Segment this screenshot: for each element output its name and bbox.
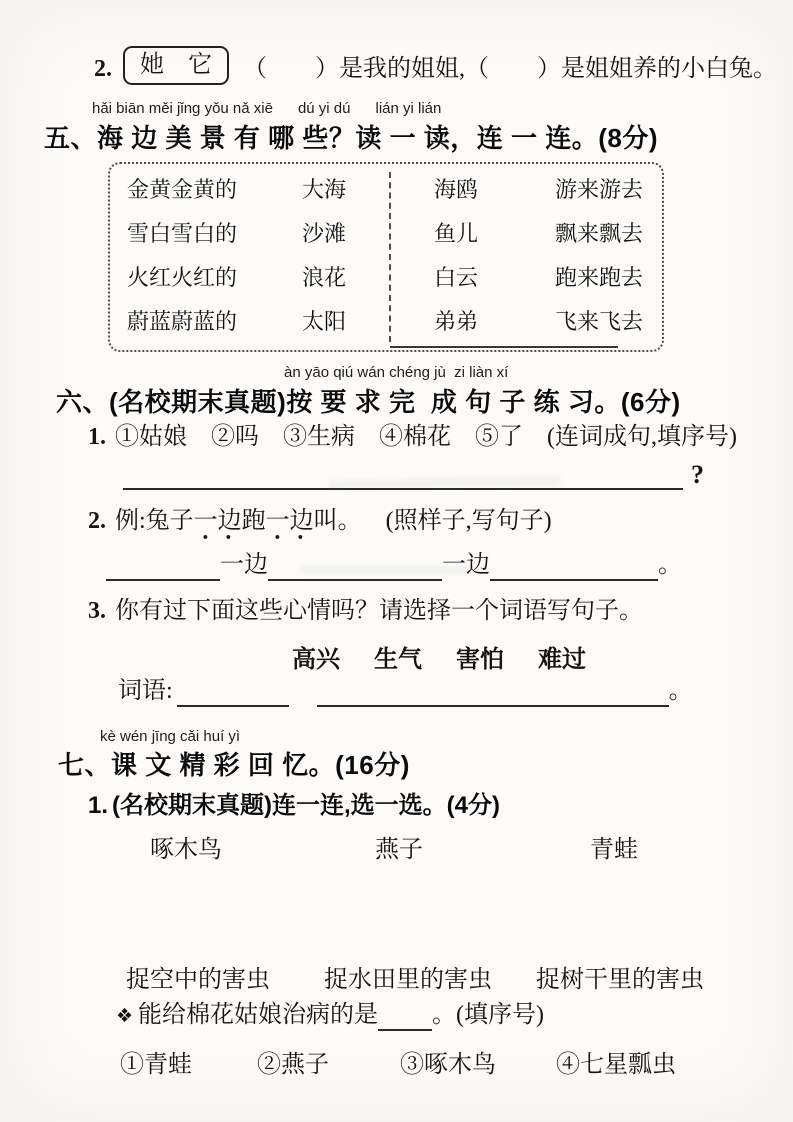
- question-number: 2.: [94, 55, 112, 82]
- answer-blank: [378, 1001, 432, 1031]
- match-cell: 飘来飘去: [555, 221, 644, 246]
- fill-in-line: [116, 1000, 544, 1031]
- answer-blank: [123, 460, 683, 490]
- example-note: (照样子,写句子): [361, 508, 552, 534]
- mood-word: 高兴: [292, 647, 340, 673]
- mood-word: 难过: [538, 647, 586, 673]
- question-6-3-text: 你有过下面这些心情吗？请选择一个词语写句子。: [115, 598, 643, 624]
- section-5-title: 五、海 边 美 景 有 哪 些？读 一 读，连 一 连。(8分): [44, 123, 659, 153]
- match-cell: 蔚蓝蔚蓝的: [127, 309, 238, 334]
- match-cell: 跑来跑去: [555, 265, 644, 290]
- emphasized-word: · 一边 ·: [194, 506, 242, 537]
- answer-blank: [317, 677, 669, 707]
- fill-in-suffix: 。(填序号): [432, 1002, 545, 1028]
- period-mark: 。: [658, 552, 682, 578]
- example-suffix: 叫。: [313, 508, 362, 534]
- question-2: [94, 46, 777, 85]
- matching-box: [108, 162, 664, 352]
- answer-line-6-2: [106, 550, 682, 581]
- option-item: ①青蛙: [120, 1052, 192, 1078]
- period-mark: 。: [668, 678, 693, 704]
- section-6-title: 六、(名校期末真题)按 要 求 完 成 句 子 练 习。(6分): [56, 387, 681, 417]
- match-top-item: 燕子: [375, 837, 423, 863]
- example-mid: 跑: [241, 508, 266, 534]
- match-cell: 沙滩: [302, 221, 347, 246]
- question-7-1: [88, 790, 500, 821]
- answer-blank: [490, 551, 658, 581]
- section-6-pinyin: àn yāo qiú wán chéng jù zi liàn xí: [284, 364, 509, 381]
- end-question-mark: ?: [691, 460, 704, 489]
- matching-box-divider: [389, 172, 391, 342]
- match-cell: 飞来飞去: [555, 309, 644, 334]
- emphasized-word: · 一边 ·: [266, 506, 314, 537]
- match-bottom-item: 捉水田里的害虫: [324, 967, 492, 993]
- matching-column-adjectives: [127, 168, 237, 344]
- match-cell: 鱼儿: [434, 221, 479, 246]
- example-prefix: 例:兔子: [115, 508, 194, 534]
- match-cell: 弟弟: [434, 309, 479, 334]
- match-cell: 雪白雪白的: [127, 221, 238, 246]
- option-item: ④七星瓢虫: [556, 1052, 676, 1078]
- scan-artifact: [390, 346, 618, 348]
- option-item: ②燕子: [257, 1052, 329, 1078]
- word-label: 词语:: [118, 678, 173, 704]
- connector-word: 一边: [442, 552, 490, 578]
- pronoun-choice-box: 她 它: [123, 46, 229, 85]
- answer-blank: [106, 551, 220, 581]
- question-number: 3.: [88, 598, 106, 624]
- connector-word: 一边: [220, 552, 268, 578]
- section-7-pinyin: kè wén jīng cǎi huí yì: [100, 728, 241, 745]
- match-cell: 金黄金黄的: [127, 177, 238, 202]
- match-top-item: 啄木鸟: [150, 837, 222, 863]
- question-number: 1.: [88, 792, 109, 819]
- match-cell: 海鸥: [434, 177, 479, 202]
- match-bottom-item: 捉树干里的害虫: [536, 967, 704, 993]
- matching-column-verbs: [555, 168, 643, 344]
- section-7-title: 七、课 文 精 彩 回 忆。(16分): [58, 750, 410, 780]
- match-top-item: 青蛙: [590, 837, 638, 863]
- answer-blank: [268, 551, 442, 581]
- answer-line-6-1: [123, 460, 704, 490]
- question-number: 2.: [88, 508, 106, 534]
- match-cell: 火红火红的: [127, 265, 238, 290]
- mood-words-row: [292, 639, 586, 674]
- match-cell: 游来游去: [555, 177, 644, 202]
- matching-column-nouns: [302, 168, 346, 344]
- fill-in-text: 能给棉花姑娘治病的是: [138, 1002, 379, 1028]
- question-2-text: （ ）是我的姐姐,（ ）是姐姐养的小白兔。: [243, 55, 777, 82]
- question-7-1-text: (名校期末真题)连一连,选一选。(4分): [112, 792, 500, 819]
- match-cell: 太阳: [302, 309, 347, 334]
- answer-blank: [177, 677, 289, 707]
- match-cell: 浪花: [302, 265, 347, 290]
- diamond-marker-icon: ❖: [116, 1006, 134, 1028]
- mood-word: 生气: [374, 647, 422, 673]
- question-6-1-text: ①姑娘 ②吗 ③生病 ④棉花 ⑤了 (连词成句,填序号): [115, 424, 737, 450]
- mood-word: 害怕: [456, 647, 504, 673]
- matching-column-subjects: [434, 168, 478, 344]
- word-answer-line: [118, 676, 693, 707]
- match-cell: 白云: [434, 265, 479, 290]
- question-6-3: [88, 596, 643, 627]
- question-number: 1.: [88, 424, 106, 450]
- match-cell: 大海: [302, 177, 347, 202]
- section-5-pinyin: hǎi biān měi jǐng yǒu nǎ xiē dú yi dú lián yi lián: [92, 100, 442, 117]
- question-6-1: [88, 422, 737, 453]
- option-item: ③啄木鸟: [400, 1052, 496, 1078]
- question-6-2: [88, 506, 552, 537]
- match-bottom-item: 捉空中的害虫: [126, 967, 270, 993]
